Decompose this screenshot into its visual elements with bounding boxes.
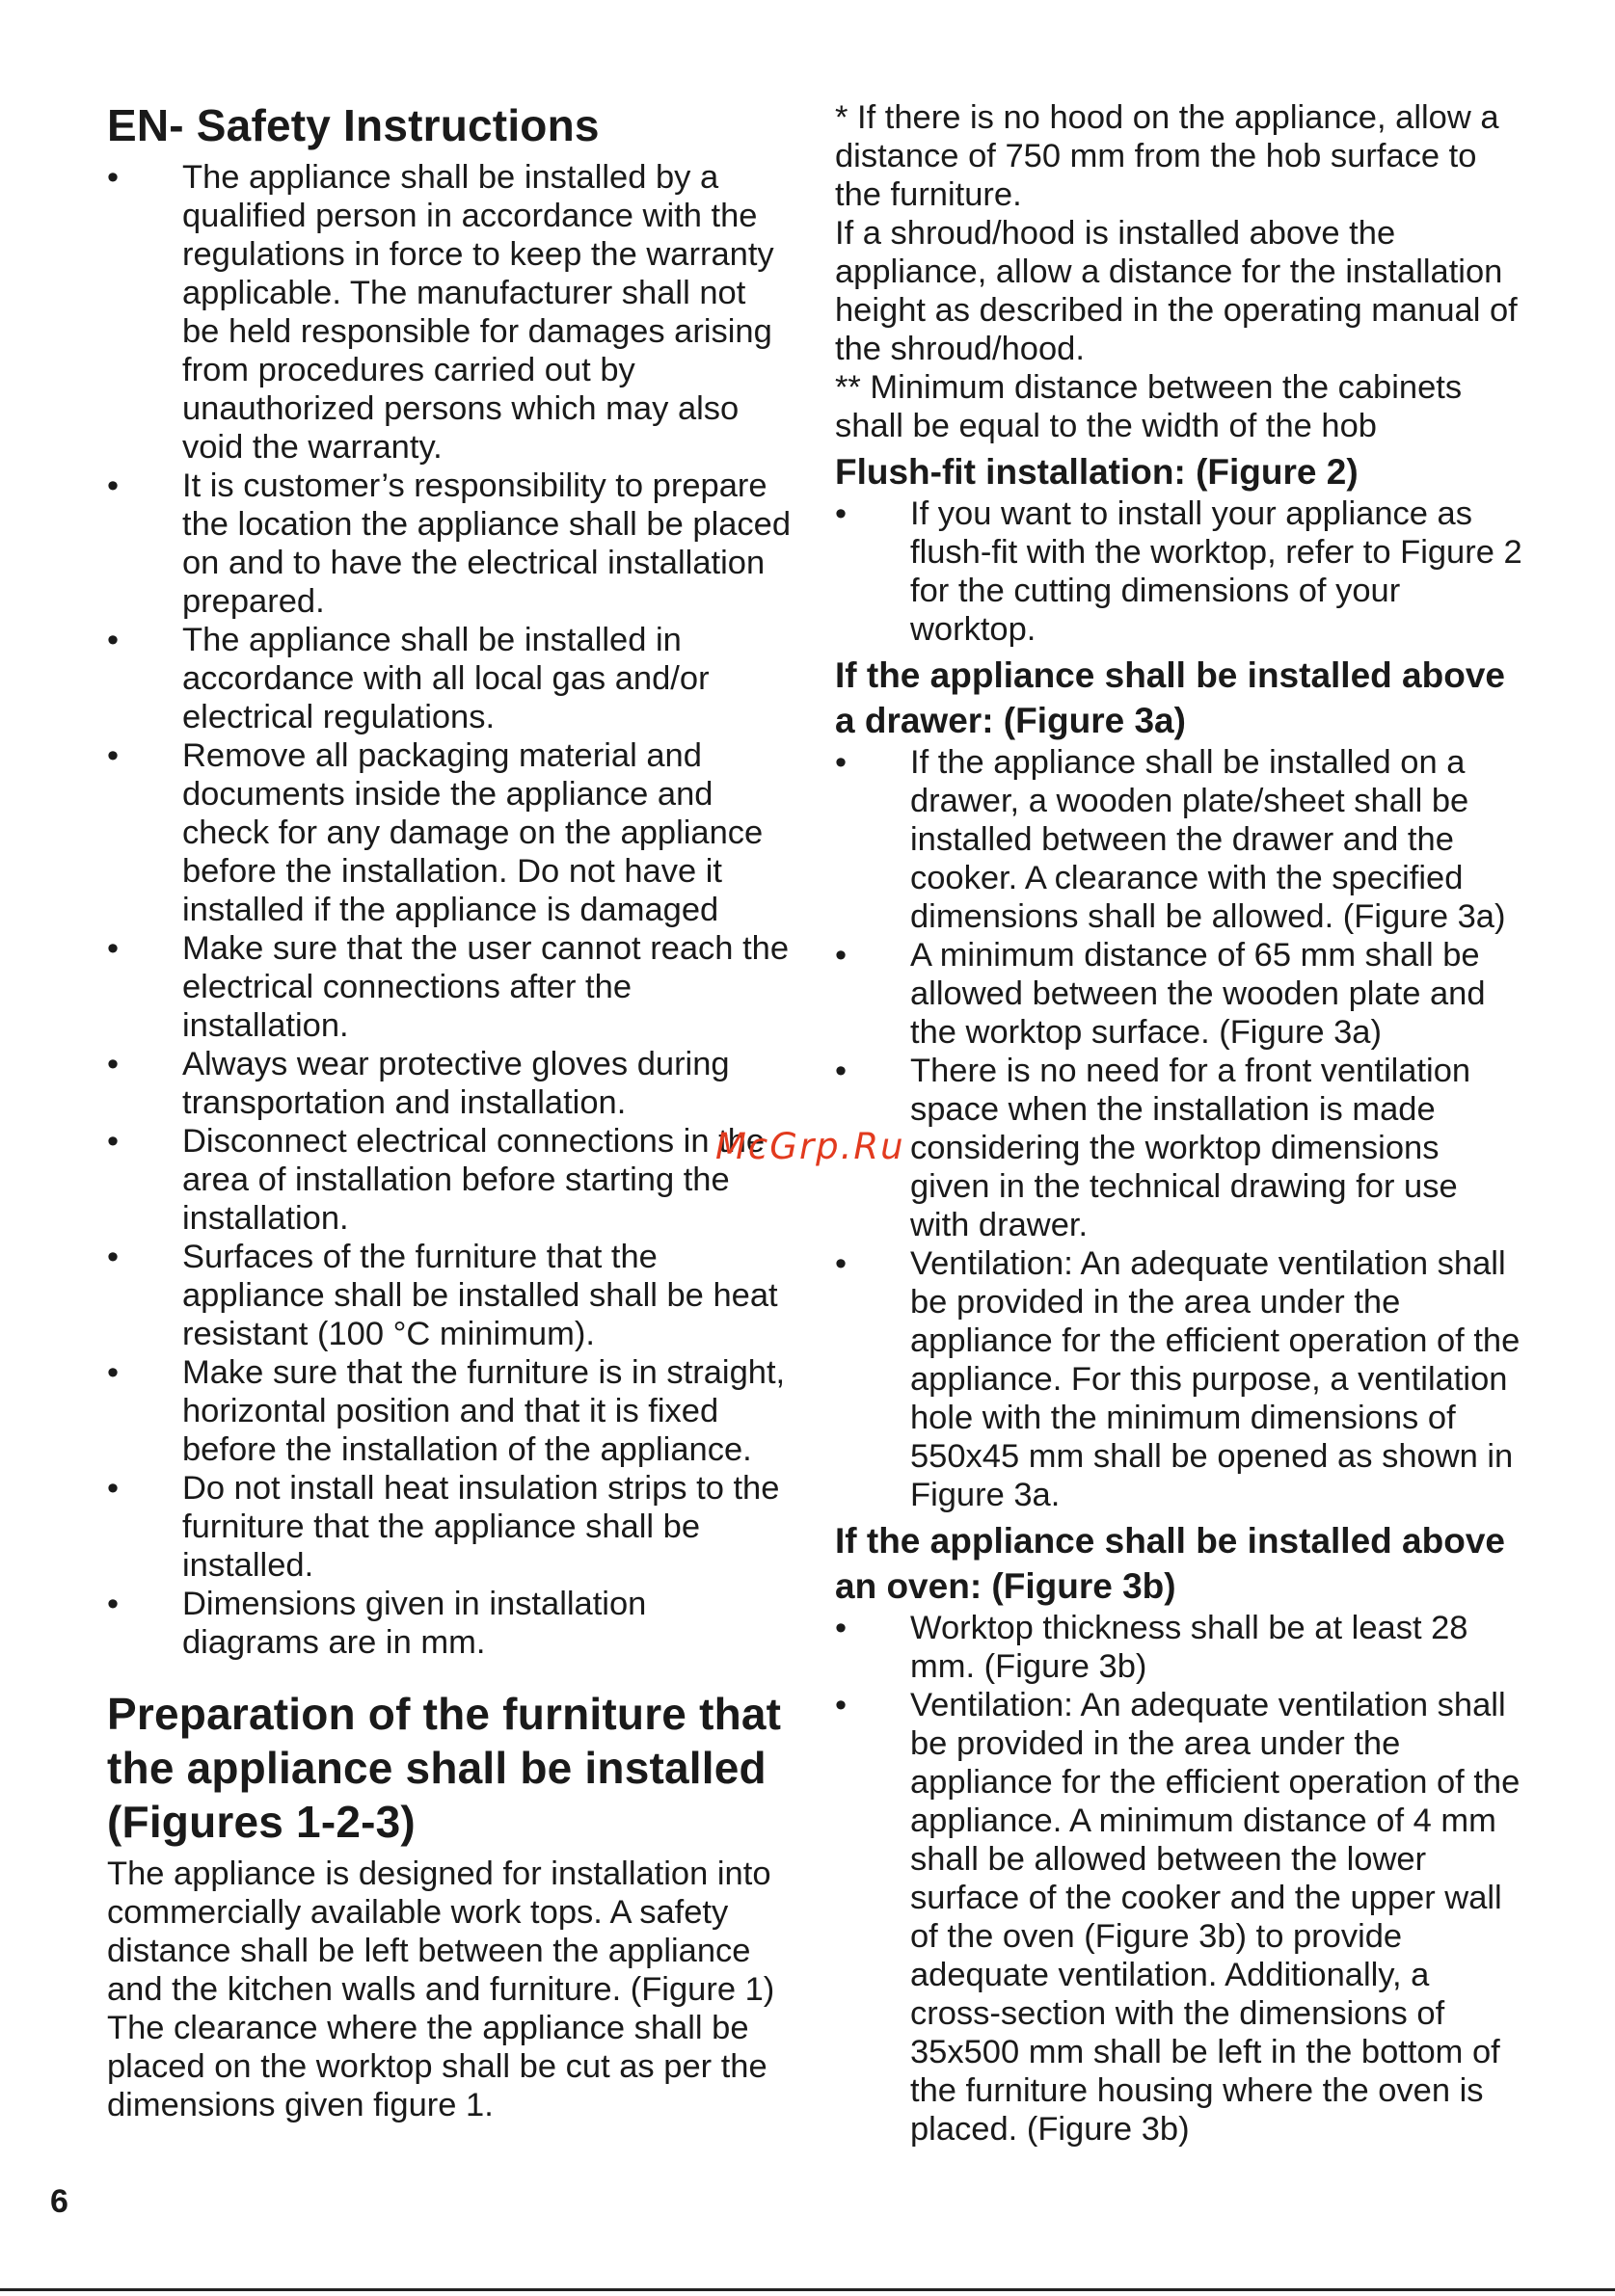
safety-title: EN- Safety Instructions: [107, 100, 600, 150]
list-item: • Make sure that the user cannot reach the electrical connections after the installation.: [107, 929, 792, 1045]
list-item: • Always wear protective gloves during transportation and installation.: [107, 1045, 792, 1122]
left-column: [107, 98, 792, 2124]
flush-fit-list: [835, 494, 1525, 649]
watermark: McGrp.Ru: [715, 1126, 905, 1167]
list-item: • Worktop thickness shall be at least 28 mm. (Figure 3b): [835, 1609, 1525, 1686]
cabinet-note: ** Minimum distance between the cabinets shall be equal to the width of the hob: [835, 369, 1463, 444]
list-item: • Ventilation: An adequate ventilation shall be provided in the area under the appliance for the efficient operation of the appliance. A minimum distance of 4 mm shall be allowed between the lower surface of the cooker and the upper wall of the oven (Figure 3b) to provide adequate ventilation. Additionally, a cross-section with the dimensions of 35x500 mm shall be left in the bottom of the furniture housing where the oven is placed. (Figure 3b): [835, 1686, 1525, 2149]
list-item: • Ventilation: An adequate ventilation shall be provided in the area under the appliance for the efficient operation of the appliance. For this purpose, a ventilation hole with the minimum dimensions of 550x45 mm shall be opened as shown in Figure 3a.: [835, 1244, 1525, 1514]
preparation-text-2: The clearance where the appliance shall be placed on the worktop shall be cut as per the dimensions given figure 1.: [107, 2010, 767, 2123]
list-item: • Make sure that the furniture is in straight, horizontal position and that it is fixed before the installation of the appliance.: [107, 1353, 792, 1469]
page-number: 6: [50, 2183, 68, 2220]
preparation-title: Preparation of the furniture that the appliance shall be installed (Figures 1-2-3): [107, 1689, 782, 1847]
hood-note: * If there is no hood on the appliance, allow a distance of 750 mm from the hob surface to the furniture.: [835, 99, 1499, 213]
list-item: • The appliance shall be installed in accordance with all local gas and/or electrical regulations.: [107, 621, 792, 736]
flush-fit-title: Flush-fit installation: (Figure 2): [835, 452, 1359, 492]
list-item: • It is customer’s responsibility to prepare the location the appliance shall be placed on and to have the electrical installation prepared.: [107, 467, 792, 621]
oven-list: [835, 1609, 1525, 2149]
list-item: • Remove all packaging material and documents inside the appliance and check for any damage on the appliance before the installation. Do not have it installed if the appliance is damaged: [107, 736, 792, 929]
footer-divider: [0, 2288, 1615, 2291]
list-item: • If the appliance shall be installed on a drawer, a wooden plate/sheet shall be installed between the drawer and the cooker. A clearance with the specified dimensions shall be allowed. (Figure 3a): [835, 743, 1525, 936]
list-item: • A minimum distance of 65 mm shall be allowed between the wooden plate and the worktop surface. (Figure 3a): [835, 936, 1525, 1052]
safety-list: [107, 158, 792, 1662]
preparation-text-1: The appliance is designed for installation into commercially available work tops. A safety distance shall be left between the appliance and the kitchen walls and furniture. (Figure 1): [107, 1855, 775, 2008]
drawer-list: [835, 743, 1525, 1514]
right-column: [835, 98, 1525, 2149]
list-item: • Disconnect electrical connections in the area of installation before starting the installation.: [107, 1122, 792, 1238]
drawer-title: If the appliance shall be installed above a drawer: (Figure 3a): [835, 655, 1505, 740]
list-item: • Surfaces of the furniture that the appliance shall be installed shall be heat resistant (100 °C minimum).: [107, 1238, 792, 1353]
list-item: • If you want to install your appliance as flush-fit with the worktop, refer to Figure 2 for the cutting dimensions of your worktop.: [835, 494, 1525, 649]
list-item: • The appliance shall be installed by a qualified person in accordance with the regulations in force to keep the warranty applicable. The manufacturer shall not be held responsible for damages arising from procedures carried out by unauthorized persons which may also void the warranty.: [107, 158, 792, 467]
list-item: • There is no need for a front ventilation space when the installation is made considering the worktop dimensions given in the technical drawing for use with drawer.: [835, 1052, 1525, 1244]
list-item: • Dimensions given in installation diagrams are in mm.: [107, 1585, 792, 1662]
oven-title: If the appliance shall be installed above an oven: (Figure 3b): [835, 1521, 1505, 1606]
list-item: • Do not install heat insulation strips to the furniture that the appliance shall be installed.: [107, 1469, 792, 1585]
shroud-note: If a shroud/hood is installed above the appliance, allow a distance for the installation height as described in the operating manual of the shroud/hood.: [835, 215, 1518, 367]
